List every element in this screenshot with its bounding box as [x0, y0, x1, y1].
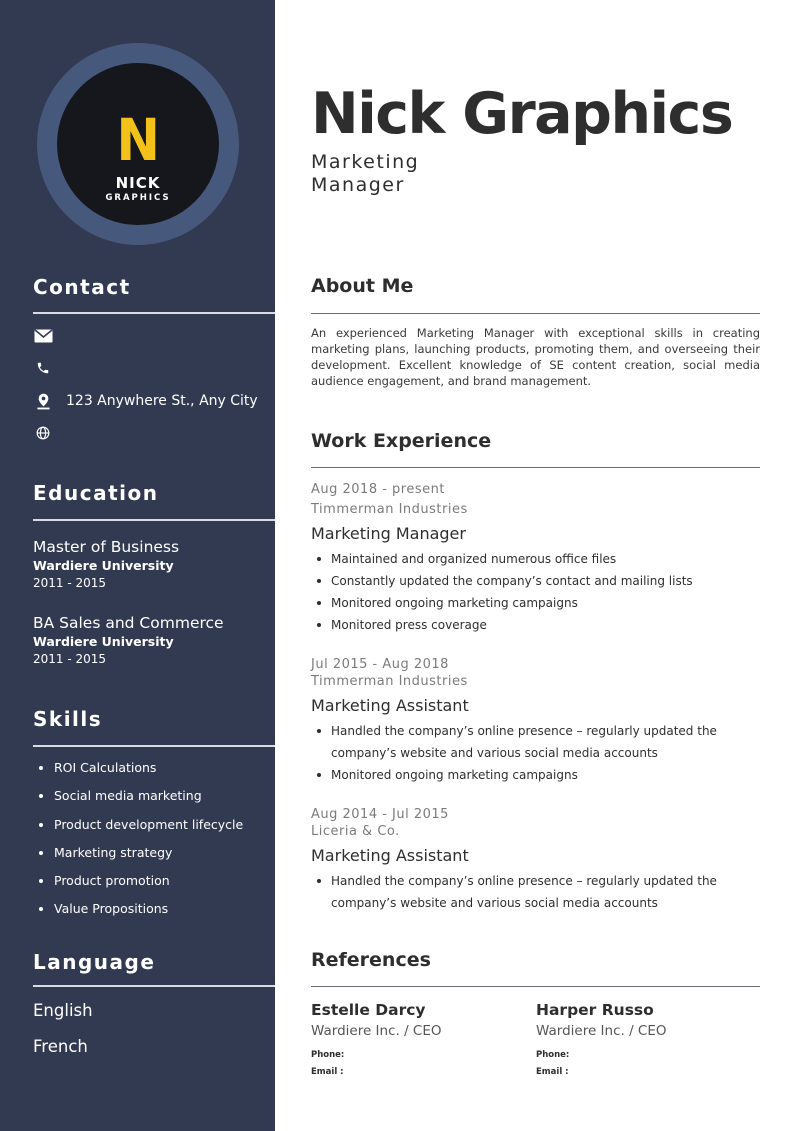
- job-entry: [311, 480, 760, 636]
- job-title: Marketing Assistant: [311, 846, 469, 865]
- references-heading: References: [311, 949, 431, 971]
- job-duty: Monitored press coverage: [311, 614, 760, 636]
- skill-item: ROI Calculations: [33, 758, 243, 786]
- job-entry: [311, 655, 760, 786]
- skills-heading: Skills: [33, 707, 103, 731]
- skill-item: Social media marketing: [33, 786, 243, 814]
- main-content: [275, 0, 800, 1131]
- job-duties: [311, 548, 760, 636]
- skills-divider: [33, 745, 275, 747]
- about-heading: About Me: [311, 275, 414, 297]
- education-item: [33, 537, 179, 591]
- job-duty: Maintained and organized numerous office files: [311, 548, 760, 570]
- language-item: French: [33, 1037, 88, 1056]
- job-duties: [311, 870, 721, 914]
- language-heading: Language: [33, 950, 156, 974]
- contact-website[interactable]: [33, 423, 66, 443]
- skill-item: Product promotion: [33, 871, 243, 899]
- job-duty: Constantly updated the company’s contact and mailing lists: [311, 570, 760, 592]
- contact-phone[interactable]: [33, 358, 66, 378]
- language-item: English: [33, 1001, 93, 1020]
- reference-email-label: Email :: [311, 1067, 344, 1077]
- reference-name: Harper Russo: [536, 1001, 654, 1019]
- logo-letter: N: [116, 106, 160, 174]
- language-divider: [33, 985, 275, 987]
- job-duty: Handled the company’s online presence – regularly updated the company’s website and various social media accounts: [311, 870, 721, 914]
- references-divider: [311, 986, 760, 987]
- contact-address: [33, 391, 258, 411]
- job-company: Timmerman Industries: [311, 502, 468, 517]
- job-entry: [311, 805, 760, 914]
- job-dates: Jul 2015 - Aug 2018: [311, 657, 449, 672]
- work-divider: [311, 467, 760, 468]
- reference-card: [536, 999, 756, 1081]
- education-years: 2011 - 2015: [33, 576, 107, 590]
- job-dates: Aug 2018 - present: [311, 482, 445, 497]
- logo-subword: GRAPHICS: [105, 193, 171, 203]
- education-heading: Education: [33, 481, 159, 505]
- reference-card: [311, 999, 531, 1081]
- reference-phone-label: Phone:: [536, 1050, 570, 1060]
- education-divider: [33, 519, 275, 521]
- contact-email[interactable]: [33, 326, 66, 346]
- job-dates: Aug 2014 - Jul 2015: [311, 807, 449, 822]
- mail-icon: [33, 328, 53, 344]
- location-pin-icon: [33, 393, 53, 409]
- education-school: Wardiere University: [33, 634, 174, 649]
- logo: [37, 43, 239, 245]
- sidebar: [0, 0, 275, 1131]
- globe-icon: [33, 425, 53, 441]
- candidate-role: Marketing Manager: [311, 151, 420, 196]
- skill-item: Value Propositions: [33, 899, 243, 927]
- education-school: Wardiere University: [33, 558, 174, 573]
- logo-badge: [57, 63, 219, 225]
- reference-name: Estelle Darcy: [311, 1001, 426, 1019]
- education-item: [33, 613, 224, 667]
- education-years: 2011 - 2015: [33, 652, 107, 666]
- skills-list: [33, 758, 243, 928]
- phone-icon: [33, 360, 53, 376]
- about-text: An experienced Marketing Manager with exceptional skills in creating marketing plans, launching products, promoting them, and overseeing their development. Excellent knowledge of SE content creation, social media audience engagement, and brand management.: [311, 326, 760, 388]
- job-company: Liceria & Co.: [311, 824, 400, 839]
- logo-word: NICK: [115, 174, 161, 192]
- reference-email-label: Email :: [536, 1067, 569, 1077]
- skill-item: Marketing strategy: [33, 843, 243, 871]
- contact-address-text: 123 Anywhere St., Any City: [66, 393, 258, 409]
- contact-divider: [33, 312, 275, 314]
- reference-role: Wardiere Inc. / CEO: [311, 1023, 442, 1039]
- reference-role: Wardiere Inc. / CEO: [536, 1023, 667, 1039]
- job-duty: Handled the company’s online presence – regularly updated the company’s website and various social media accounts: [311, 720, 741, 764]
- skill-item: Product development lifecycle: [33, 815, 243, 843]
- job-duties: [311, 720, 741, 786]
- candidate-name: Nick Graphics: [311, 81, 733, 147]
- contact-heading: Contact: [33, 275, 131, 299]
- job-duty: Monitored ongoing marketing campaigns: [311, 592, 760, 614]
- education-degree: BA Sales and Commerce: [33, 614, 224, 632]
- job-duty: Monitored ongoing marketing campaigns: [311, 764, 741, 786]
- job-title: Marketing Assistant: [311, 696, 469, 715]
- job-title: Marketing Manager: [311, 524, 466, 543]
- work-heading: Work Experience: [311, 430, 492, 452]
- reference-phone-label: Phone:: [311, 1050, 345, 1060]
- job-company: Timmerman Industries: [311, 674, 468, 689]
- about-divider: [311, 313, 760, 314]
- education-degree: Master of Business: [33, 538, 180, 556]
